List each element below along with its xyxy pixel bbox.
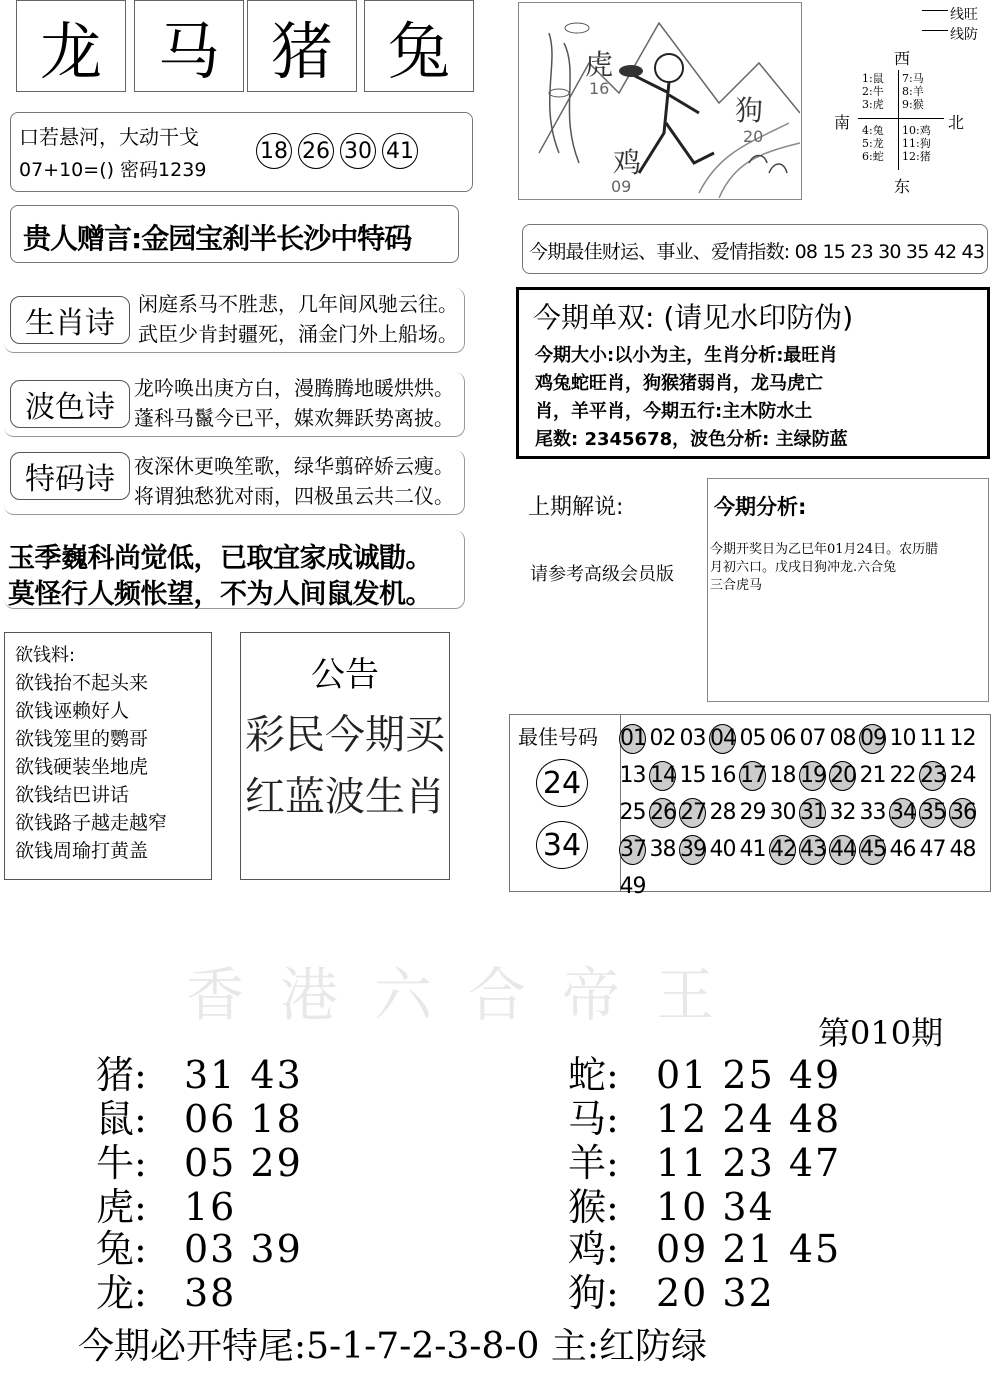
period-label: 第010期 (818, 1014, 944, 1052)
zodiac-nums: 03 39 (184, 1227, 303, 1271)
list-item: 欲钱路子越走越窄 (15, 812, 168, 834)
compass-item: 12:猪 (902, 150, 931, 163)
riddle-box (10, 112, 473, 192)
number-cell: 18 (769, 763, 796, 788)
zodiac-nums: 16 (184, 1185, 237, 1229)
zodiac-name: 虎: (96, 1185, 147, 1229)
compass-north: 北 (948, 113, 965, 132)
number-cell: 33 (859, 800, 886, 825)
gift-words-box (10, 205, 459, 263)
analysis-line: 尾数: 2345678，波色分析: 主绿防蓝 (535, 429, 848, 450)
number-cell-highlighted: 26 (649, 798, 676, 828)
big-poem-box (4, 530, 465, 609)
list-item: 欲钱硬装坐地虎 (15, 756, 149, 778)
riddle-line1: 口若悬河，大动干戈 (19, 125, 199, 149)
analysis-line: 月初六口。戊戌日狗冲龙.六合兔 (710, 560, 897, 575)
zodiac-name: 蛇: (568, 1053, 619, 1097)
best-numbers-title: 最佳号码 (518, 725, 598, 749)
compass-item: 11:狗 (902, 137, 931, 150)
number-cell-highlighted: 14 (649, 761, 676, 791)
zodiac-name: 兔: (96, 1227, 147, 1271)
zodiac-nums: 20 32 (656, 1271, 775, 1315)
zodiac-name: 羊: (568, 1141, 619, 1185)
number-cell: 25 (619, 800, 646, 825)
analysis-line: 今期大小:以小为主，生肖分析:最旺肖 (535, 345, 838, 366)
number-cell-highlighted: 23 (919, 761, 946, 791)
number-cell-highlighted: 09 (859, 724, 886, 754)
announcement-line: 红蓝波生肖 (245, 774, 445, 820)
analysis-line: 肖，羊平肖，今期五行:主木防水土 (535, 401, 813, 422)
legend-line (922, 10, 948, 11)
number-cell: 40 (709, 837, 736, 862)
announcement-title: 公告 (311, 655, 379, 695)
number-cell: 22 (889, 763, 916, 788)
zodiac-nums: 11 23 47 (656, 1141, 842, 1185)
zodiac-nums: 06 18 (184, 1097, 303, 1141)
compass-item: 7:马 (902, 72, 924, 85)
big-poem-line: 玉季巍科尚觉低，已取宜家成诚勖。 (8, 543, 432, 574)
announcement-box (240, 632, 450, 880)
number-cell-highlighted: 42 (769, 835, 796, 865)
illustration-animal: 虎 (585, 48, 614, 81)
list-item: 欲钱结巴讲话 (15, 784, 130, 806)
big-poem-line: 莫怪行人频怅望，不为人间鼠发机。 (8, 579, 432, 610)
list-item: 欲钱笼里的鹦哥 (15, 728, 149, 750)
number-cell-highlighted: 01 (619, 724, 646, 754)
compass-item: 1:鼠 (862, 72, 884, 85)
zodiac-nums: 01 25 49 (656, 1053, 842, 1097)
single-double-lines (535, 342, 848, 454)
number-cell-highlighted: 34 (889, 798, 916, 828)
number-cell: 28 (709, 800, 736, 825)
footer-special-tail: 今期必开特尾:5-1-7-2-3-8-0 主:红防绿 (78, 1326, 708, 1367)
analysis-line: 鸡兔蛇旺肖，狗猴猪弱肖，龙马虎亡 (535, 373, 823, 394)
compass-item: 2:牛 (862, 85, 884, 98)
number-cell-highlighted: 39 (679, 835, 706, 865)
zodiac-card: 猪 (247, 0, 357, 92)
number-cell: 48 (949, 837, 976, 862)
number-cell: 08 (829, 726, 856, 751)
zodiac-name: 龙: (96, 1271, 147, 1315)
poem-line: 夜深休更唤笙歌，绿华翦碎娇云瘦。 (134, 454, 454, 478)
list-item: 欲钱周瑜打黄盖 (15, 840, 149, 862)
compass-west: 西 (894, 49, 911, 68)
number-cell-highlighted: 04 (709, 724, 736, 754)
compass-south: 南 (834, 113, 851, 132)
zodiac-name: 鸡: (568, 1227, 619, 1271)
zodiac-card: 龙 (16, 0, 126, 92)
number-cell: 49 (619, 874, 646, 899)
zodiac-name: 狗: (568, 1271, 619, 1315)
money-material-title: 欲钱料: (15, 645, 76, 666)
number-cell: 12 (949, 726, 976, 751)
compass-item: 10:鸡 (902, 124, 931, 137)
zodiac-row (568, 1262, 775, 1317)
number-cell: 41 (739, 837, 766, 862)
number-cell-highlighted: 44 (829, 835, 856, 865)
number-cell: 32 (829, 800, 856, 825)
poem-title: 生肖诗 (10, 296, 130, 344)
best-index: 今期最佳财运、事业、爱情指数: 08 15 23 30 35 42 43 (529, 241, 985, 263)
compass-group (862, 72, 884, 111)
zodiac-card: 兔 (364, 0, 474, 92)
analysis-line: 三合虎马 (710, 578, 763, 593)
illustration-animal: 鸡 (613, 146, 642, 179)
illustration-number: 20 (743, 127, 764, 146)
compass-hline (858, 118, 944, 119)
illustration (518, 2, 802, 200)
number-cell: 24 (949, 763, 976, 788)
number-cell: 21 (859, 763, 886, 788)
number-cell: 03 (679, 726, 706, 751)
poem-line: 闲庭系马不胜悲，几年间风驰云往。 (138, 292, 458, 316)
poem-line: 武臣少肯封疆死，涌金门外上船场。 (138, 322, 458, 346)
compass-item: 5:龙 (862, 137, 884, 150)
analysis-title: 今期分析: (714, 495, 807, 519)
zodiac-name: 马: (568, 1097, 619, 1141)
poem-line: 龙吟唤出庚方白，漫腾腾地暖烘烘。 (134, 376, 454, 400)
number-cell-highlighted: 43 (799, 835, 826, 865)
riddle-number: 41 (382, 133, 418, 169)
number-cell: 07 (799, 726, 826, 751)
compass-item: 9:猴 (902, 98, 924, 111)
riddle-number: 26 (298, 133, 334, 169)
single-double-box (516, 287, 990, 459)
compass-vline (898, 70, 899, 170)
number-cell: 38 (649, 837, 676, 862)
zodiac-name: 猴: (568, 1185, 619, 1229)
best-pick: 24 (536, 759, 588, 807)
analysis-text (710, 541, 938, 595)
poem-title: 特码诗 (10, 452, 130, 500)
zodiac-row (96, 1262, 236, 1317)
zodiac-nums: 38 (184, 1271, 237, 1315)
watermark: 香港六合帝王 (186, 961, 751, 1029)
best-pick: 34 (536, 821, 588, 869)
poem-title: 波色诗 (10, 380, 130, 428)
number-cell: 15 (679, 763, 706, 788)
zodiac-nums: 12 24 48 (656, 1097, 842, 1141)
zodiac-nums: 10 34 (656, 1185, 775, 1229)
riddle-number: 30 (340, 133, 376, 169)
zodiac-name: 鼠: (96, 1097, 147, 1141)
compass-east: 东 (894, 177, 911, 196)
number-cell-highlighted: 20 (829, 761, 856, 791)
compass-item: 8:羊 (902, 85, 924, 98)
legend-label: 线防 (950, 27, 978, 43)
number-cell-highlighted: 31 (799, 798, 826, 828)
zodiac-name: 牛: (96, 1141, 147, 1185)
legend-label: 线旺 (950, 7, 978, 23)
zodiac-card: 马 (134, 0, 244, 92)
compass-group (902, 72, 924, 111)
compass-item: 4:兔 (862, 124, 884, 137)
number-cell: 47 (919, 837, 946, 862)
announcement-line: 彩民今期买 (245, 712, 445, 758)
analysis-box (707, 478, 989, 702)
number-cell: 30 (769, 800, 796, 825)
number-cell-highlighted: 45 (859, 835, 886, 865)
number-cell-highlighted: 37 (619, 835, 646, 865)
compass-item: 6:蛇 (862, 150, 884, 163)
best-index-box (522, 224, 988, 274)
number-cell-highlighted: 27 (679, 798, 706, 828)
zodiac-nums: 31 43 (184, 1053, 303, 1097)
number-cell-highlighted: 17 (739, 761, 766, 791)
number-cell: 02 (649, 726, 676, 751)
compass-group (902, 124, 931, 163)
legend-line (922, 30, 948, 31)
last-period-note: 请参考高级会员版 (530, 564, 674, 585)
number-cell: 06 (769, 726, 796, 751)
gift-words: 贵人赠言:金园宝刹半长沙中特码 (23, 222, 412, 255)
zodiac-name: 猪: (96, 1053, 147, 1097)
number-cell: 05 (739, 726, 766, 751)
number-cell: 29 (739, 800, 766, 825)
compass-item: 3:虎 (862, 98, 884, 111)
number-cell-highlighted: 36 (949, 798, 976, 828)
zodiac-nums: 05 29 (184, 1141, 303, 1185)
number-cell-highlighted: 35 (919, 798, 946, 828)
money-material-box (4, 632, 212, 880)
last-period-title: 上期解说: (528, 495, 624, 520)
number-cell: 13 (619, 763, 646, 788)
number-cell: 46 (889, 837, 916, 862)
riddle-number: 18 (256, 133, 292, 169)
riddle-line2: 07+10=() 密码1239 (19, 159, 207, 181)
number-cell-highlighted: 19 (799, 761, 826, 791)
illustration-animal: 狗 (735, 94, 764, 127)
poem-line: 将谓独愁犹对雨，四极虽云共二仪。 (134, 484, 454, 508)
compass-group (862, 124, 884, 163)
illustration-number: 09 (611, 177, 632, 196)
analysis-line: 今期开奖日为乙巳年01月24日。农历腊 (710, 542, 939, 557)
list-item: 欲钱抬不起头来 (15, 672, 149, 694)
number-cell: 11 (919, 726, 946, 751)
money-material-list (15, 669, 167, 865)
riddle-numbers (256, 133, 418, 169)
compass-diagram (830, 0, 993, 200)
number-cell: 10 (889, 726, 916, 751)
illustration-number: 16 (589, 79, 610, 98)
list-item: 欲钱诬赖好人 (15, 700, 130, 722)
single-double-title: 今期单双: (请见水印防伪) (533, 301, 854, 334)
zodiac-nums: 09 21 45 (656, 1227, 842, 1271)
poem-line: 蓬科马鬣今已平，媒欢舞跃势离披。 (134, 406, 454, 430)
number-cell: 16 (709, 763, 736, 788)
